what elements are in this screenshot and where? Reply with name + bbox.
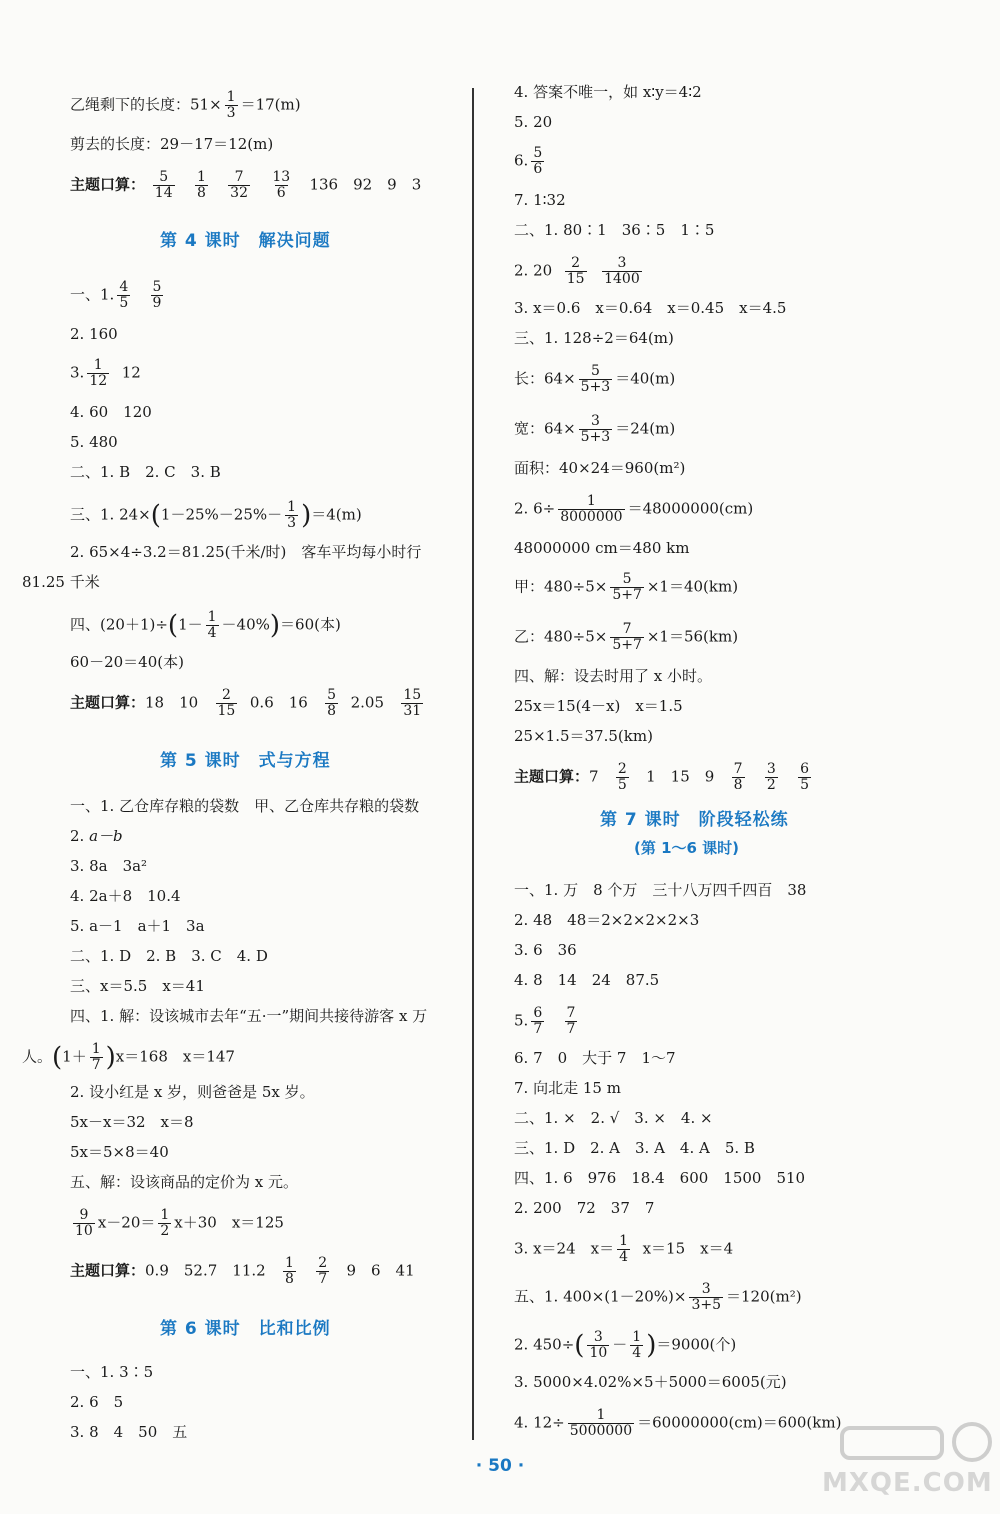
watermark-icon [822,1418,992,1468]
answer-line: 3. 5000×4.02%×5＋5000＝6005(元) [514,1373,787,1391]
answer-line: 5x＝5×8＝40 [70,1143,169,1161]
answer-line: 48000000 cm＝480 km [514,539,690,557]
answer-line: 2. 20 $\frac{2}{15}$ $\frac{3}{1400}$ [514,255,640,287]
answer-line: 二、1. B 2. C 3. B [70,463,221,481]
answer-line: 二、1. × 2. √ 3. × 4. × [514,1109,713,1127]
answer-line: 4. 60 120 [70,403,152,421]
answer-line: 人。(1＋ $\frac{1}{7}$ )x＝168 x＝147 [22,1041,235,1073]
answer-line: 宽：64× $\frac{3}{5+3}$ ＝24(m) [514,413,676,445]
answer-line: 2. a－b [70,827,123,845]
answer-line: 甲：480÷5× $\frac{5}{5+7}$ ×1＝40(km) [514,571,739,603]
answer-line: 一、1. 乙仓库存粮的袋数 甲、乙仓库共存粮的袋数 [70,797,420,815]
answer-line: 五、解：设该商品的定价为 x 元。 [70,1173,298,1191]
watermark-logo [822,1418,992,1510]
answer-line: 7. 向北走 15 m [514,1079,621,1097]
answer-line: 3. $\frac{1}{12}$ 12 [70,357,141,389]
answer-line: 25x＝15(4－x) x＝1.5 [514,697,683,715]
answer-line: 3. x＝0.6 x＝0.64 x＝0.45 x＝4.5 [514,299,787,317]
answer-line: 60－20＝40(本) [70,653,184,671]
answer-line: 乙：480÷5× $\frac{7}{5+7}$ ×1＝56(km) [514,621,739,653]
answer-line: 三、x＝5.5 x＝41 [70,977,205,995]
fraction: $\frac{5}{14}$ [154,169,173,201]
answer-line: 面积：40×24＝960(m²) [514,459,686,477]
answer-line: 4. 12÷ $\frac{1}{5000000}$ ＝60000000(cm)＝600(km) [514,1407,842,1439]
fraction: $\frac{1}{3}$ [226,89,236,121]
column-divider [472,88,474,1440]
answer-line: 三、1. D 2. A 3. A 4. A 5. B [514,1139,755,1157]
answer-line: 3. x＝24 x＝ $\frac{1}{4}$ x＝15 x＝4 [514,1233,734,1265]
answer-line: 一、1. 3∶5 [70,1363,154,1381]
answer-line: 2. 6 5 [70,1393,124,1411]
answer-line: 2. 设小红是 x 岁，则爸爸是 5x 岁。 [70,1083,315,1101]
answer-line: 81.25 千米 [22,573,100,591]
answer-line: 一、1. $\frac{4}{5}$ $\frac{5}{9}$ [70,279,162,311]
answer-line: 二、1. D 2. B 3. C 4. D [70,947,268,965]
answer-line: 4. 答案不唯一，如 x∶y＝4∶2 [514,83,702,101]
answer-line: $\frac{9}{10}$ x－20＝ $\frac{1}{2}$ x＋30 x＝125 [75,1207,284,1239]
answer-line: 5. a－1 a＋1 3a [70,917,205,935]
mental-math-line: 主题口算：0.9 52.7 11.2 $\frac{1}{8}$ $\frac{2}{7}$ 9 6 41 [70,1255,415,1287]
answer-line: 5x－x＝32 x＝8 [70,1113,194,1131]
answer-line: 剪去的长度：29－17＝12(m) [70,135,274,153]
answer-line: 三、1. 24×(1－25%－25%－ $\frac{1}{3}$ )＝4(m) [70,499,362,531]
watermark-text: MXQE.COM [822,1468,993,1498]
text: 乙绳剩下的长度：51× [70,95,222,114]
text: ＝17(m) [240,95,301,114]
answer-line: 5. 20 [514,113,553,131]
answer-line: 四、1. 解：设该城市去年“五·一”期间共接待游客 x 万 [70,1007,428,1025]
mental-math-line: 主题口算：7 $\frac{2}{5}$ 1 15 9 $\frac{7}{8}$ $\frac{3}{2}$ $\frac{6}{5}$ [514,761,809,793]
mental-math-line: 主题口算：18 10 $\frac{2}{15}$ 0.6 16 $\frac{5}{8}$ 2.05 $\frac{15}{31}$ [70,687,422,719]
section-heading-lesson5: 第 5 课时 式与方程 [160,751,331,771]
text: 136 92 9 3 [309,175,422,194]
answer-line [70,90,301,121]
mental-math-line [70,170,421,201]
answer-line: 三、1. 128÷2＝64(m) [514,329,674,347]
answer-line: 2. 200 72 37 7 [514,1199,655,1217]
section-subheading: (第 1～6 课时) [634,839,740,857]
answer-line: 五、1. 400×(1－20%)× $\frac{3}{3+5}$ ＝120(m²) [514,1281,802,1313]
answer-line: 一、1. 万 8 个万 三十八万四千四百 38 [514,881,807,899]
answer-line: 四、1. 6 976 18.4 600 1500 510 [514,1169,806,1187]
answer-line: 2. 450÷( $\frac{3}{10}$ － $\frac{1}{4}$ )＝9000(个) [514,1329,737,1361]
answer-line: 2. 48 48＝2×2×2×2×3 [514,911,700,929]
section-heading-lesson6: 第 6 课时 比和比例 [160,1319,331,1339]
fraction: $\frac{7}{32}$ [230,169,248,201]
section-heading-lesson4: 第 4 课时 解决问题 [160,231,331,251]
answer-line: 25×1.5＝37.5(km) [514,727,653,745]
answer-line: 4. 8 14 24 87.5 [514,971,660,989]
fraction: $\frac{1}{8}$ [196,169,206,201]
answer-line: 2. 65×4÷3.2＝81.25(千米/时) 客车平均每小时行 [70,543,422,561]
answer-line: 二、1. 80∶1 36∶5 1∶5 [514,221,715,239]
answer-line: 6. 7 0 大于 7 1～7 [514,1049,676,1067]
answer-line: 3. 8a 3a² [70,857,148,875]
answer-line: 5. $\frac{6}{7}$ $\frac{7}{7}$ [514,1005,576,1037]
answer-line: 2. 160 [70,325,118,343]
section-heading-lesson7: 第 7 课时 阶段轻松练 [600,810,789,830]
fraction: $\frac{13}{6}$ [272,169,291,201]
answer-line: 四、(20＋1)÷(1－ $\frac{1}{4}$ －40%)＝60(本) [70,609,341,641]
answer-line: 长：64× $\frac{5}{5+3}$ ＝40(m) [514,363,676,395]
answer-line: 3. 6 36 [514,941,577,959]
answer-line: 5. 480 [70,433,118,451]
answer-line: 6. $\frac{5}{6}$ [514,145,543,177]
page-number: · 50 · [475,1456,525,1476]
answer-line: 4. 2a＋8 10.4 [70,887,181,905]
answer-line: 7. 1∶32 [514,191,566,209]
answer-line: 3. 8 4 50 五 [70,1423,188,1441]
answer-line: 2. 6÷ $\frac{1}{8000000}$ ＝48000000(cm) [514,493,754,525]
answer-line: 四、解：设去时用了 x 小时。 [514,667,712,685]
label: 主题口算： [70,175,146,194]
